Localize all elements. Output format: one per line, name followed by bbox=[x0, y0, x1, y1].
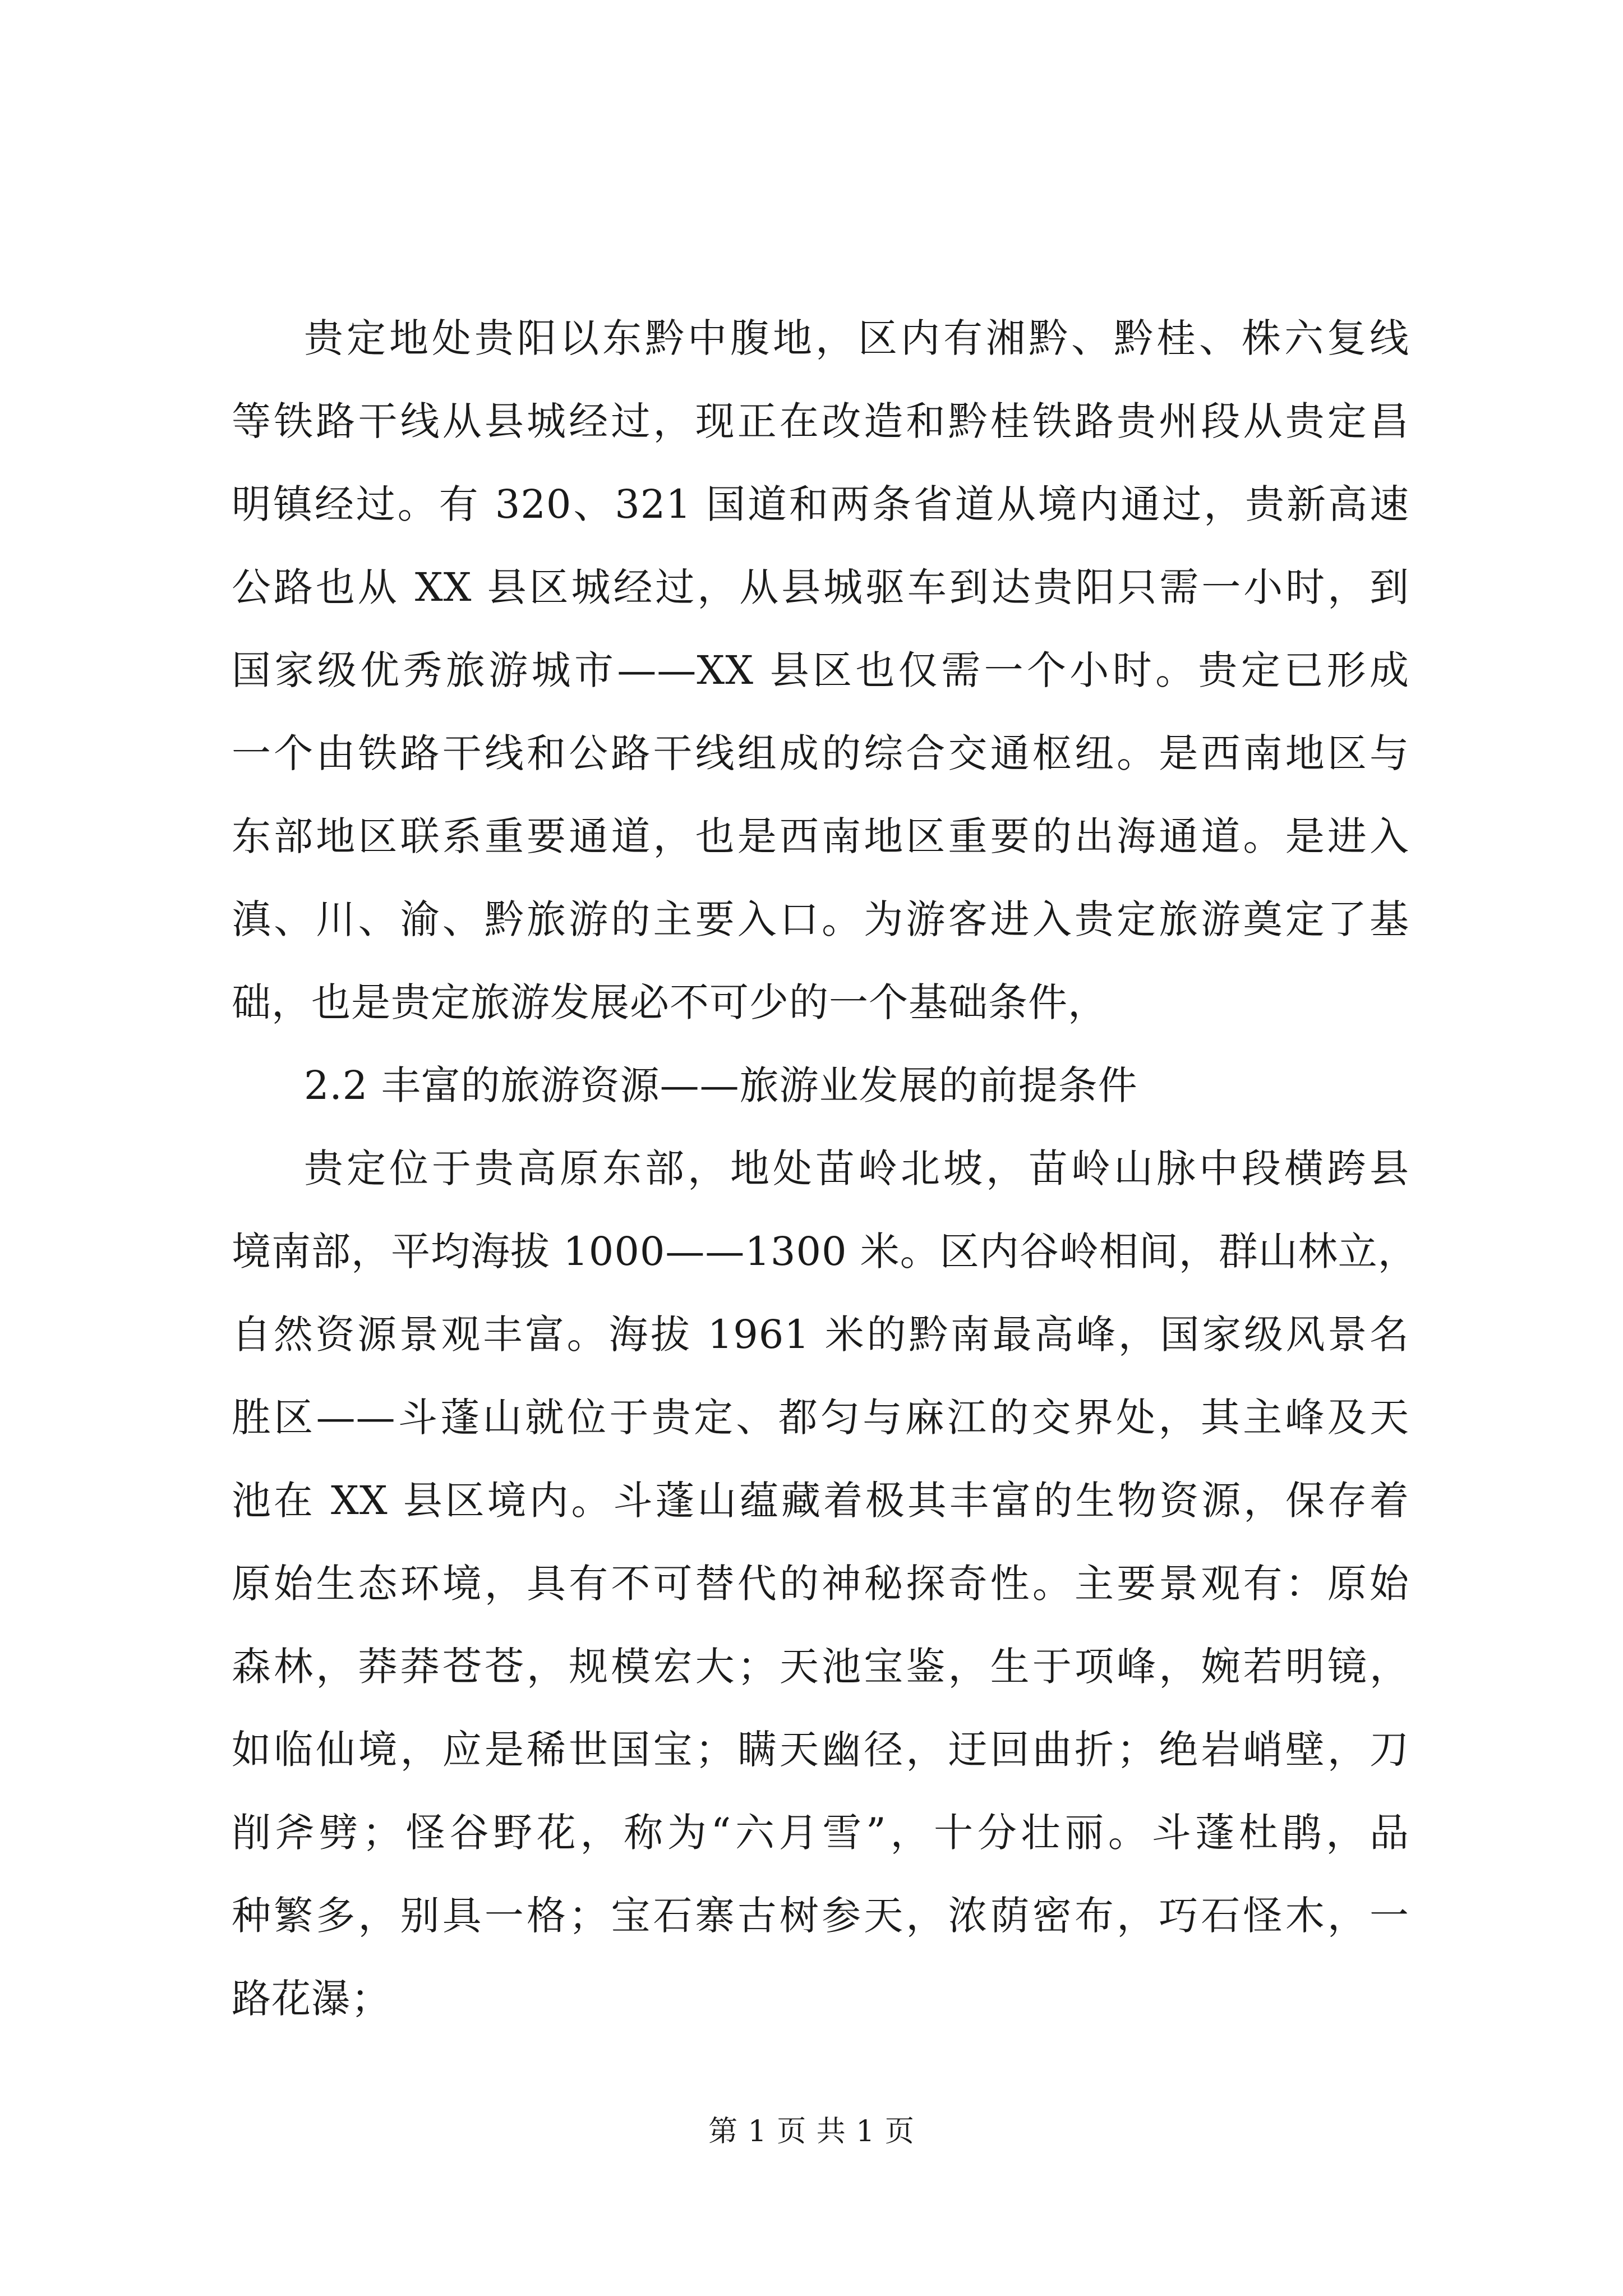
paragraph-1-line-2: 等铁路干线从县城经过，现正在改造和黔桂铁路贵州段从贵定昌 bbox=[232, 398, 1409, 444]
paragraph-2-line-9: 削斧劈；怪谷野花，称为“六月雪”，十分壮丽。斗蓬杜鹃，品 bbox=[232, 1810, 1409, 1856]
paragraph-1-line-7: 东部地区联系重要通道，也是西南地区重要的出海通道。是进入 bbox=[232, 813, 1409, 859]
paragraph-1-line-6: 一个由铁路干线和公路干线组成的综合交通枢纽。是西南地区与 bbox=[232, 730, 1409, 776]
page-footer: 第 1 页 共 1 页 bbox=[708, 2115, 915, 2148]
paragraph-1-line-4: 公路也从 XX 县区城经过，从县城驱车到达贵阳只需一小时，到 bbox=[232, 564, 1409, 610]
paragraph-1-line-3: 明镇经过。有 320、321 国道和两条省道从境内通过，贵新高速 bbox=[232, 481, 1409, 527]
paragraph-2-line-7: 森林，莽莽苍苍，规模宏大；天池宝鉴，生于项峰，婉若明镜， bbox=[232, 1644, 1409, 1690]
section-heading: 2.2 丰富的旅游资源——旅游业发展的前提条件 bbox=[304, 1062, 1138, 1108]
paragraph-2-line-3: 自然资源景观丰富。海拔 1961 米的黔南最高峰，国家级风景名 bbox=[232, 1312, 1409, 1358]
paragraph-1-line-8: 滇、川、渝、黔旅游的主要入口。为游客进入贵定旅游奠定了基 bbox=[232, 896, 1409, 942]
paragraph-2-line-2: 境南部，平均海拔 1000——1300 米。区内谷岭相间，群山林立， bbox=[232, 1228, 1418, 1274]
paragraph-2-line-10: 种繁多，别具一格；宝石寨古树参天，浓荫密布，巧石怪木，一 bbox=[232, 1893, 1409, 1939]
paragraph-1-line-5: 国家级优秀旅游城市——XX 县区也仅需一个小时。贵定已形成 bbox=[232, 647, 1409, 693]
paragraph-2-line-4: 胜区——斗蓬山就位于贵定、都匀与麻江的交界处，其主峰及天 bbox=[232, 1395, 1409, 1441]
paragraph-1-line-9: 础，也是贵定旅游发展必不可少的一个基础条件， bbox=[232, 979, 1108, 1025]
paragraph-2-line-1: 贵定位于贵高原东部，地处苗岭北坡，苗岭山脉中段横跨县 bbox=[304, 1145, 1409, 1191]
paragraph-2-line-6: 原始生态环境，具有不可替代的神秘探奇性。主要景观有：原始 bbox=[232, 1561, 1409, 1607]
paragraph-2-line-8: 如临仙境，应是稀世国宝；瞒天幽径，迂回曲折；绝岩峭壁，刀 bbox=[232, 1727, 1409, 1773]
paragraph-2-line-5: 池在 XX 县区境内。斗蓬山蕴藏着极其丰富的生物资源，保存着 bbox=[232, 1478, 1409, 1524]
paragraph-2-line-11: 路花瀑； bbox=[232, 1976, 391, 2022]
paragraph-1-line-1: 贵定地处贵阳以东黔中腹地，区内有湘黔、黔桂、株六复线 bbox=[304, 315, 1409, 361]
